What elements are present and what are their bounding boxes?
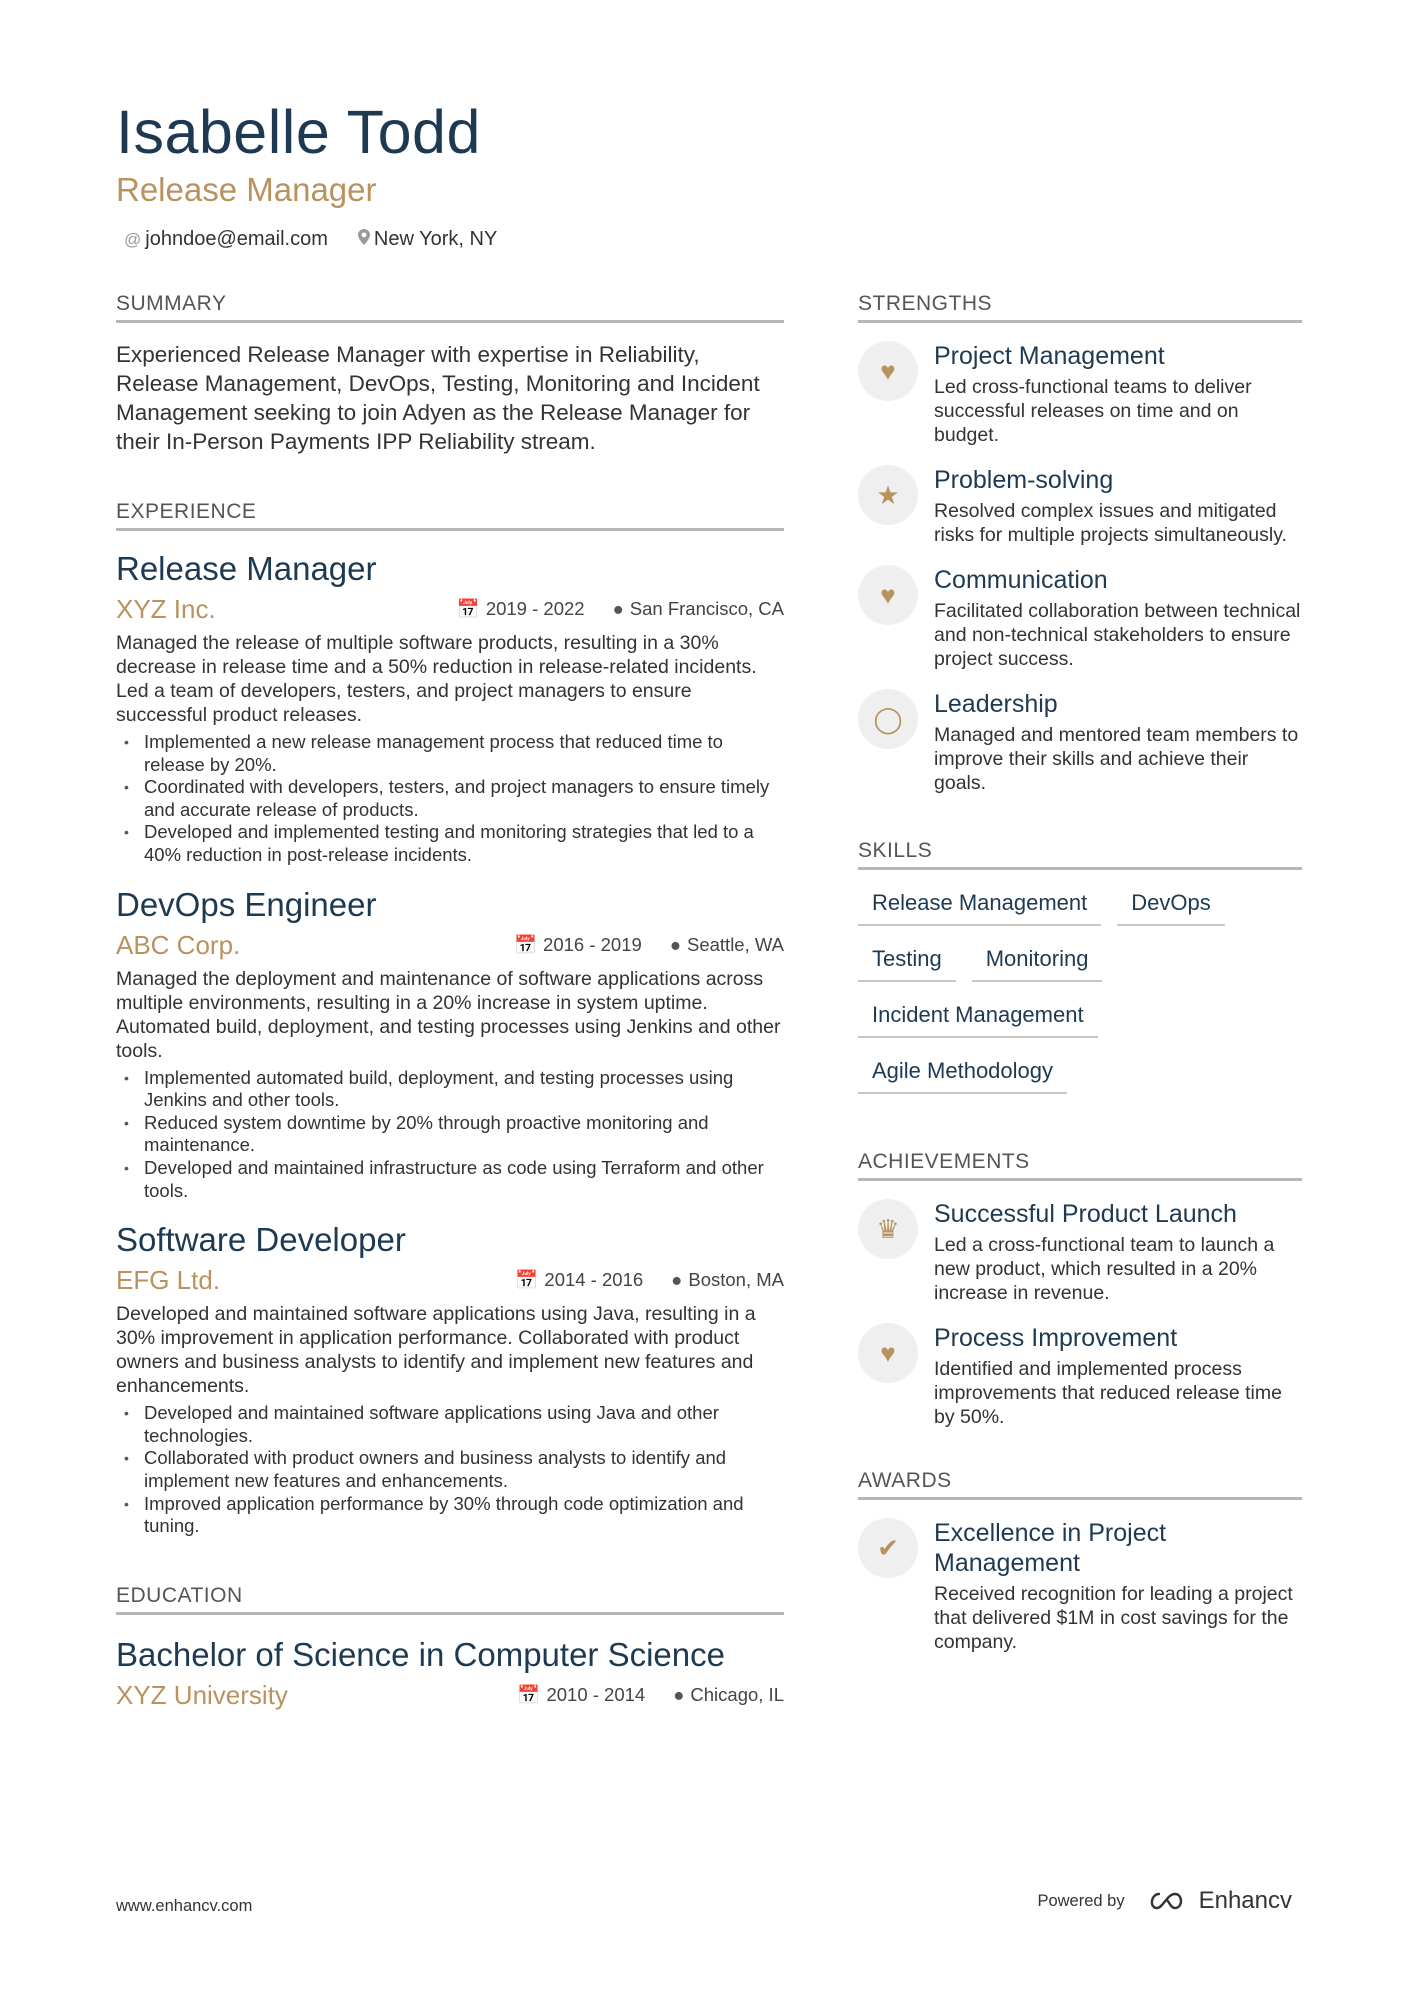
strength-title: Project Management <box>934 342 1165 370</box>
heart-icon: ♥ <box>858 341 918 401</box>
at-icon: @ <box>124 229 142 249</box>
location-pin-icon: ● <box>612 598 624 619</box>
achievement-desc: Identified and implemented process improvements that reduced release time by 50%. <box>934 1358 1282 1428</box>
star-icon: ★ <box>858 465 918 525</box>
contact-row <box>124 228 816 251</box>
award-title: Excellence in Project Management <box>934 1519 1167 1577</box>
achievement-item <box>858 1199 1302 1305</box>
company-name: ABC Corp. <box>116 929 241 960</box>
location-pin-icon: ● <box>673 1683 685 1705</box>
candidate-title: Release Manager <box>116 171 377 208</box>
job-dates: 2016 - 2019 <box>543 933 642 955</box>
strength-item <box>858 689 1302 795</box>
list-item: • Improved application performance by 30% through code optimization and tuning. <box>116 1493 784 1538</box>
job-dates: 2014 - 2016 <box>544 1269 644 1291</box>
awards-heading: AWARDS <box>858 1469 1302 1500</box>
job-entry <box>116 549 784 867</box>
calendar-icon: 📅 <box>517 1683 541 1705</box>
email-text: johndoe@email.com <box>145 228 328 250</box>
list-item: • Developed and maintained infrastructure as code using Terraform and other tools. <box>116 1157 784 1202</box>
achievement-title: Successful Product Launch <box>934 1200 1237 1228</box>
achievements-heading: ACHIEVEMENTS <box>858 1150 1302 1181</box>
edu-location: Chicago, IL <box>690 1683 784 1705</box>
powered-by-text: Powered by <box>1037 1891 1125 1910</box>
contact-email[interactable] <box>124 228 328 251</box>
location-pin-icon: ● <box>671 1269 683 1291</box>
strength-item <box>858 341 1302 447</box>
lightbulb-icon: ◯ <box>858 689 918 749</box>
list-item: • Collaborated with product owners and business analysts to identify and implement new features and enhancements. <box>116 1447 784 1492</box>
enhancv-logo-icon <box>1145 1890 1189 1912</box>
list-item: • Implemented automated build, deployment, and testing processes using Jenkins and other tools. <box>116 1067 784 1112</box>
skill-tag: Agile Methodology <box>858 1052 1067 1094</box>
summary-heading: SUMMARY <box>116 292 784 323</box>
heart-icon: ♥ <box>858 1323 918 1383</box>
calendar-icon: 📅 <box>514 933 538 955</box>
strength-title: Communication <box>934 566 1108 594</box>
location-pin-icon: ● <box>669 933 681 955</box>
brand-name: Enhancv <box>1198 1887 1292 1914</box>
job-description: Developed and maintained software applications using Java, resulting in a 30% improvement in application performance. Collaborated with product owners and business analysts to identify and implement new features and enhancements. <box>116 1303 756 1398</box>
strength-desc: Led cross-functional teams to deliver successful releases on time and on budget. <box>934 376 1252 446</box>
job-entry <box>116 1220 784 1538</box>
strength-desc: Managed and mentored team members to improve their skills and achieve their goals. <box>934 724 1299 794</box>
achievements-section <box>858 1150 1302 1429</box>
skill-tag: Incident Management <box>858 996 1098 1038</box>
strength-title: Problem-solving <box>934 466 1114 494</box>
achievement-title: Process Improvement <box>934 1324 1178 1352</box>
degree-title: Bachelor of Science in Computer Science <box>116 1635 725 1673</box>
left-column <box>116 292 784 1711</box>
skill-tag: Release Management <box>858 884 1101 926</box>
skill-tag: Testing <box>858 940 956 982</box>
right-column <box>858 292 1302 1654</box>
job-title: DevOps Engineer <box>116 885 377 923</box>
education-section <box>116 1584 784 1711</box>
job-description: Managed the release of multiple software products, resulting in a 30% decrease in release time and a 50% reduction in release-related incidents. Led a team of developers, testers, and project managers to ensure successful product releases. <box>116 632 757 726</box>
job-description: Managed the deployment and maintenance of software applications across multiple environments, resulting in a 20% increase in system uptime. Automated build, deployment, and testing processes using Jenkins and other tools. <box>116 967 781 1062</box>
strength-desc: Facilitated collaboration between technical and non-technical stakeholders to ensure project success. <box>934 600 1301 670</box>
skill-tag: DevOps <box>1117 884 1224 926</box>
candidate-name: Isabelle Todd <box>116 98 481 166</box>
job-bullets <box>116 731 784 867</box>
calendar-icon: 📅 <box>515 1269 539 1291</box>
job-dates: 2019 - 2022 <box>485 598 585 619</box>
calendar-icon: 📅 <box>456 598 480 619</box>
skills-section <box>858 839 1302 1094</box>
job-title: Release Manager <box>116 550 377 587</box>
job-bullets <box>116 1067 784 1203</box>
enhancv-logo[interactable] <box>1145 1887 1292 1915</box>
achievement-item <box>858 1323 1302 1429</box>
footer-brand-row <box>1037 1887 1292 1915</box>
skill-tags <box>858 884 1302 1094</box>
location-pin-icon <box>358 229 370 250</box>
strength-desc: Resolved complex issues and mitigated risks for multiple projects simultaneously. <box>934 500 1287 546</box>
company-name: EFG Ltd. <box>116 1265 221 1296</box>
skill-tag: Monitoring <box>972 940 1103 982</box>
list-item: • Developed and implemented testing and monitoring strategies that led to a 40% reduction in post-release incidents. <box>116 821 784 866</box>
experience-heading: EXPERIENCE <box>116 500 784 531</box>
edu-dates: 2010 - 2014 <box>546 1683 646 1705</box>
job-title: Software Developer <box>116 1221 406 1259</box>
experience-section <box>116 500 784 1538</box>
trophy-icon: ♛ <box>858 1199 918 1259</box>
strength-title: Leadership <box>934 690 1058 718</box>
heart-icon: ♥ <box>858 565 918 625</box>
list-item: • Coordinated with developers, testers, and project managers to ensure timely and accurate release of products. <box>116 776 784 821</box>
job-location: Boston, MA <box>688 1269 784 1291</box>
location-text: New York, NY <box>373 228 498 250</box>
education-heading: EDUCATION <box>116 1584 784 1615</box>
achievement-desc: Led a cross-functional team to launch a new product, which resulted in a 20% increase in revenue. <box>934 1234 1275 1304</box>
summary-text: Experienced Release Manager with expertise in Reliability, Release Management, DevOps, Testing, Monitoring and Incident Management seeking to join Adyen as the Release Manager for their In-Person Payments IPP Reliability stream. <box>116 342 760 454</box>
list-item: • Reduced system downtime by 20% through proactive monitoring and maintenance. <box>116 1112 784 1157</box>
job-entry <box>116 885 784 1203</box>
strength-item <box>858 465 1302 547</box>
resume-header <box>116 96 816 251</box>
footer-website[interactable]: www.enhancv.com <box>116 1897 253 1915</box>
job-location: San Francisco, CA <box>629 598 784 619</box>
check-icon: ✔ <box>858 1518 918 1578</box>
strengths-heading: STRENGTHS <box>858 292 1302 323</box>
award-desc: Received recognition for leading a project that delivered $1M in cost savings for the company. <box>934 1583 1293 1653</box>
list-item: • Developed and maintained software applications using Java and other technologies. <box>116 1402 784 1447</box>
company-name: XYZ Inc. <box>116 594 216 624</box>
list-item: • Implemented a new release management process that reduced time to release by 20%. <box>116 731 784 776</box>
job-location: Seattle, WA <box>687 933 784 955</box>
contact-location <box>358 228 497 251</box>
job-bullets <box>116 1402 784 1538</box>
award-item <box>858 1518 1302 1654</box>
school-name: XYZ University <box>116 1679 288 1710</box>
strength-item <box>858 565 1302 671</box>
skills-heading: SKILLS <box>858 839 1302 870</box>
awards-section <box>858 1469 1302 1654</box>
